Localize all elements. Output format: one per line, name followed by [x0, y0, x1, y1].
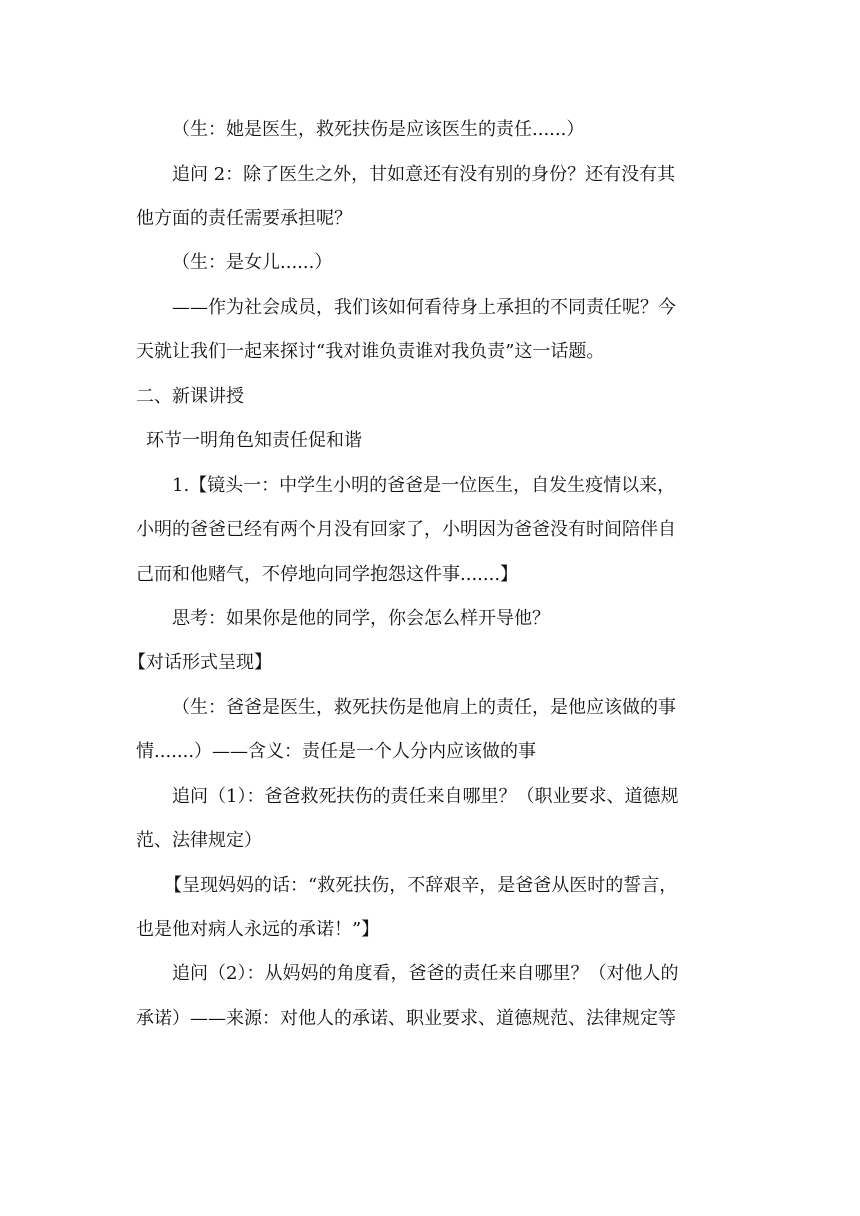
text-line-17: 范、法律规定） [136, 830, 262, 851]
text-line-4: （生：是女儿......） [172, 252, 333, 273]
text-line-9: 1.【镜头一：中学生小明的爸爸是一位医生，自发生疫情以来， [172, 475, 676, 496]
text-line-14: （生：爸爸是医生，救死扶伤是他肩上的责任，是他应该做的事 [172, 697, 676, 718]
text-line-12: 思考：如果你是他的同学，你会怎么样开导他？ [172, 608, 550, 629]
text-line-20: 追问（2）：从妈妈的角度看，爸爸的责任来自哪里？（对他人的 [172, 963, 679, 984]
text-line-3: 他方面的责任需要承担呢？ [136, 208, 352, 229]
text-line-10: 小明的爸爸已经有两个月没有回家了，小明因为爸爸没有时间陪伴自 [136, 519, 676, 540]
text-line-1: （生：她是医生，救死扶伤是应该医生的责任......） [172, 119, 585, 140]
text-line-13: 【对话形式呈现】 [128, 652, 272, 673]
text-line-6: 天就让我们一起来探讨“我对谁负责谁对我负责”这一话题。 [136, 341, 605, 362]
text-line-19: 也是他对病人永远的承诺！”】 [136, 919, 380, 940]
text-line-18: 【呈现妈妈的话：“救死扶伤，不辞艰辛，是爸爸从医时的誓言， [164, 875, 678, 896]
text-line-2: 追问 2：除了医生之外，甘如意还有没有别的身份？还有没有其 [172, 164, 676, 185]
text-line-21: 承诺）——来源：对他人的承诺、职业要求、道德规范、法律规定等 [136, 1008, 676, 1029]
text-line-16: 追问（1）：爸爸救死扶伤的责任来自哪里？（职业要求、道德规 [172, 786, 679, 807]
text-line-5: ——作为社会成员，我们该如何看待身上承担的不同责任呢？今 [172, 297, 676, 318]
text-line-11: 己而和他赌气，不停地向同学抱怨这件事.......】 [136, 564, 519, 585]
subsection-heading: 环节一明角色知责任促和谐 [146, 430, 362, 451]
section-heading: 二、新课讲授 [136, 386, 244, 407]
text-line-15: 情.......）——含义：责任是一个人分内应该做的事 [136, 741, 537, 762]
